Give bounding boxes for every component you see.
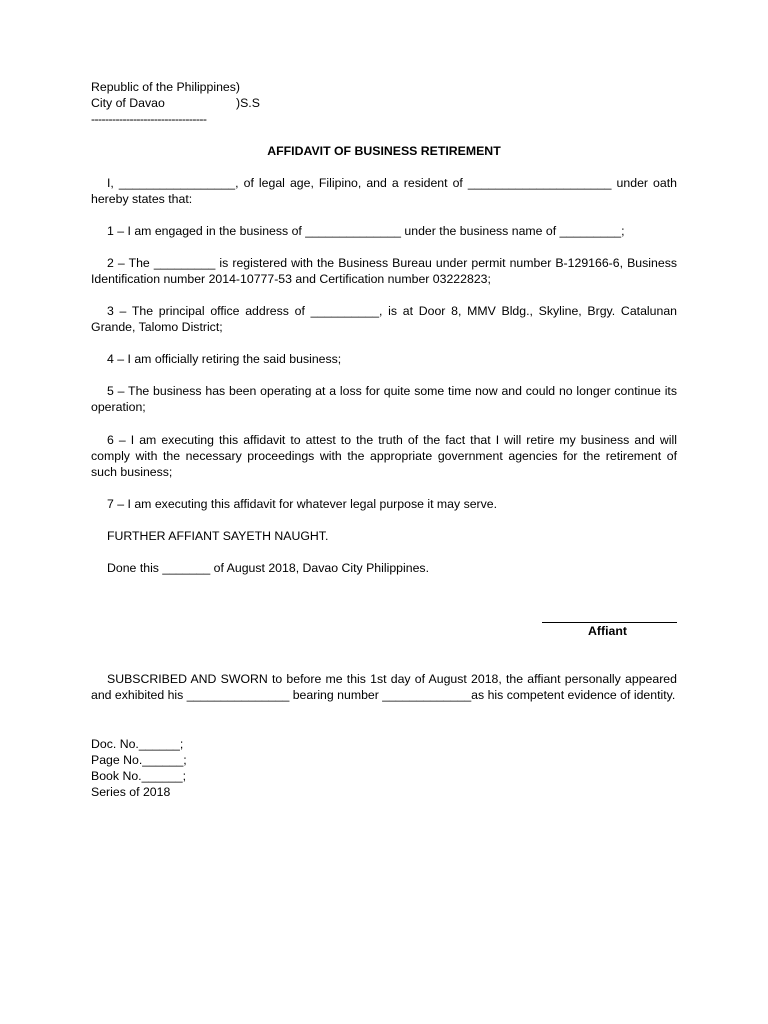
affiant-label: Affiant bbox=[588, 624, 627, 638]
header-ss: )S.S bbox=[236, 96, 260, 110]
further-affiant: FURTHER AFFIANT SAYETH NAUGHT. bbox=[107, 529, 329, 543]
paragraph-6: 6 – I am executing this affidavit to attest to the truth of the fact that I will retire my business and will comply with the necessary proceedings with the appropriate government agencies for the retirement of such business; bbox=[91, 433, 677, 479]
header-city: City of Davao bbox=[91, 96, 165, 110]
book-number: Book No.______; bbox=[91, 769, 187, 783]
page-number: Page No.______; bbox=[91, 753, 187, 767]
doc-number: Doc. No.______; bbox=[91, 737, 184, 751]
series-year: Series of 2018 bbox=[91, 785, 171, 799]
paragraph-1: 1 – I am engaged in the business of ______________ under the business name of _________; bbox=[107, 224, 625, 238]
header-republic: Republic of the Philippines) bbox=[91, 80, 241, 94]
paragraph-2: 2 – The _________ is registered with the Business Bureau under permit number B-129166-6, Business Identification number 2014-10777-53 and Certification number 03222823; bbox=[91, 256, 677, 286]
document-title: AFFIDAVIT OF BUSINESS RETIREMENT bbox=[267, 144, 501, 158]
intro-paragraph: I, _________________, of legal age, Filipino, and a resident of _____________________ under oath hereby states that: bbox=[91, 176, 677, 206]
paragraph-5: 5 – The business has been operating at a loss for quite some time now and could no longer continue its operation; bbox=[91, 384, 677, 414]
paragraph-7: 7 – I am executing this affidavit for whatever legal purpose it may serve. bbox=[107, 497, 498, 511]
paragraph-3: 3 – The principal office address of __________, is at Door 8, MMV Bldg., Skyline, Brgy. Catalunan Grande, Talomo District; bbox=[91, 304, 677, 334]
paragraph-4: 4 – I am officially retiring the said business; bbox=[107, 352, 342, 366]
done-this-line: Done this _______ of August 2018, Davao City Philippines. bbox=[107, 561, 429, 575]
header-dash-line: --------------------------------- bbox=[91, 112, 207, 126]
jurat-paragraph: SUBSCRIBED AND SWORN to before me this 1st day of August 2018, the affiant personally appeared and exhibited his _______________ bearing number _____________as his competent evidence of identity. bbox=[91, 672, 677, 702]
